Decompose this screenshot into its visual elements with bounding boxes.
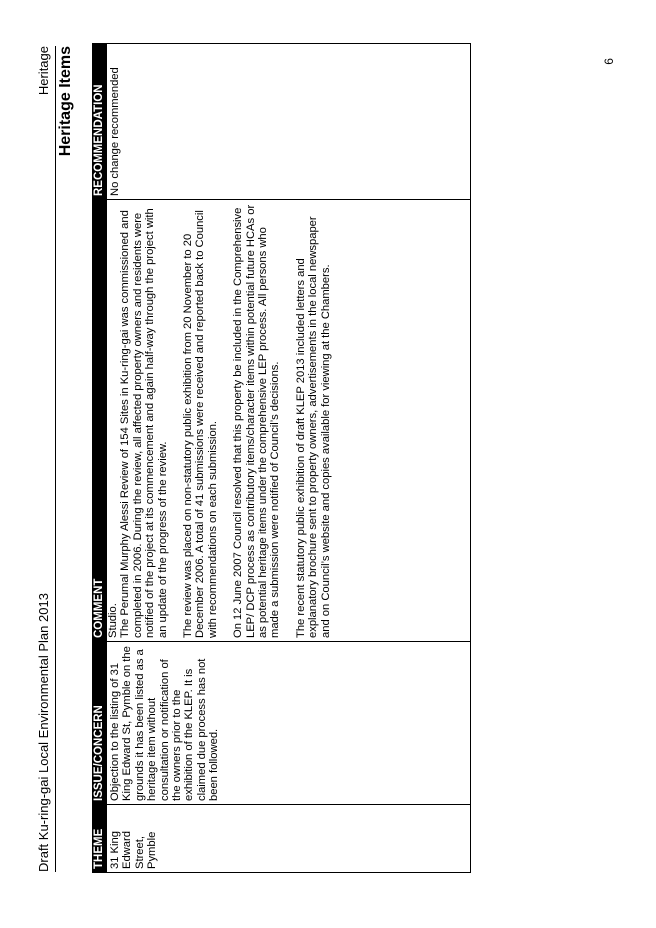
section-label: Heritage <box>36 46 51 96</box>
column-header-recommendation: RECOMMENDATION <box>93 44 107 200</box>
page-number: 6 <box>602 58 616 65</box>
recommendation-cell: No change recommended <box>107 44 471 200</box>
heritage-items-table <box>92 43 471 873</box>
table-row <box>107 44 471 873</box>
comment-paragraph: The recent statutory public exhibition of draft KLEP 2013 included letters and explanatory brochure sent to property owners, advertisements in the local newspaper and on Council’s website and copies available for viewing at the Chambers. <box>294 216 332 638</box>
document-title: Draft Ku-ring-gai Local Environmental Plan 2013 <box>36 593 51 872</box>
column-header-comment: COMMENT <box>93 200 107 642</box>
comment-cell <box>107 200 471 642</box>
table-header-row <box>93 44 107 873</box>
comment-paragraph: On 12 June 2007 Council resolved that this property be included in the Comprehensive LEP/ DCP process as contributory items/character items within potential future HCAs or as potential heritage items under the comprehensive LEP process. All persons who made a submission were notified of Council’s decisions. <box>232 204 282 638</box>
theme-cell: 31 King Edward Street, Pymble <box>107 805 471 873</box>
column-header-issue: ISSUE/CONCERN <box>93 642 107 805</box>
comment-paragraph: Studio. <box>107 603 119 638</box>
comment-paragraph: The review was placed on non-statutory public exhibition from 20 November to 20 December 2006. A total of 41 submissions were received and reported back to Council with recommendations on each submission. <box>182 210 219 638</box>
comment-paragraph: The Perumal Murphy Alessi Review of 154 Sites in Ku-ring-gai was commissioned and completed in 2006. During the review, all affected property owners and residents were notified of the project at its commencement and again half-way through the project with an update of the progress of the review. <box>119 208 169 638</box>
section-title: Heritage Items <box>57 46 74 157</box>
column-header-theme: THEME <box>93 805 107 873</box>
issue-cell: Objection to the listing of 31 King Edward St, Pymble on the grounds it has been listed as a heritage item without consultation or notification of the owners prior to the exhibition of the KLEP. It is claimed due process has not been followed. <box>107 642 471 805</box>
header-rule <box>55 46 56 872</box>
